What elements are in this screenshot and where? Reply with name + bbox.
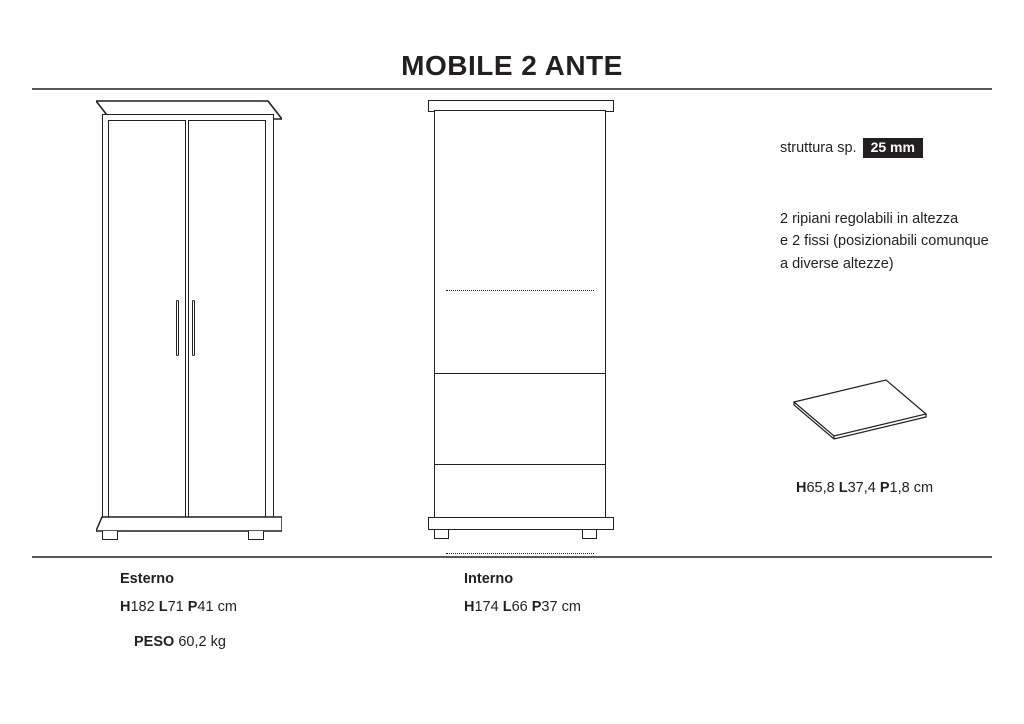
cabinet-foot-left xyxy=(102,531,118,540)
exterior-caption-title: Esterno xyxy=(120,571,174,587)
adjustable-shelf-upper xyxy=(446,290,594,291)
interior-cabinet-drawing xyxy=(420,100,620,550)
shelf-dim-p-label: P xyxy=(879,480,890,496)
fixed-shelf-upper xyxy=(435,373,605,374)
shelf-dimensions xyxy=(796,480,933,496)
exterior-dim-h-label: H xyxy=(120,598,131,615)
shelves-description xyxy=(780,208,1020,275)
cabinet-door-right xyxy=(188,120,266,523)
page-title: MOBILE 2 ANTE xyxy=(401,50,623,81)
adjustable-shelf-lower xyxy=(446,553,594,554)
shelf-dim-l-label: L xyxy=(838,480,848,496)
interior-foot-left xyxy=(434,530,449,539)
shelves-description-line-1: 2 ripiani regolabili in altezza xyxy=(780,211,959,227)
cabinet-door-left xyxy=(108,120,186,523)
interior-dim-h-value: 174 xyxy=(474,598,503,615)
interior-caption-title: Interno xyxy=(464,571,514,587)
exterior-caption xyxy=(120,566,237,657)
divider-bottom xyxy=(32,556,992,558)
structure-thickness-note xyxy=(780,138,1010,158)
shelf-dim-h-value: 65,8 xyxy=(806,480,839,496)
exterior-dim-p-value: 41 cm xyxy=(197,598,237,615)
interior-dim-h-label: H xyxy=(464,598,475,615)
interior-foot-right xyxy=(582,530,597,539)
shelves-description-line-2: e 2 fissi (posizionabili comunque xyxy=(780,233,989,250)
interior-caption xyxy=(464,566,581,621)
weight-label: PESO xyxy=(134,634,175,651)
shelf-dim-l-value: 37,4 xyxy=(847,480,880,496)
door-handle-right-icon xyxy=(192,300,195,356)
interior-dim-p-label: P xyxy=(531,598,542,615)
interior-body xyxy=(434,110,606,529)
exterior-cabinet-drawing xyxy=(88,100,288,550)
shelf-dim-p-value: 1,8 cm xyxy=(889,480,934,496)
weight-value: 60,2 kg xyxy=(174,634,226,651)
shelf-panel-icon xyxy=(790,370,930,440)
exterior-dim-h-value: 182 xyxy=(130,598,159,615)
exterior-dim-p-label: P xyxy=(187,598,198,615)
shelves-description-line-3: a diverse altezze) xyxy=(780,255,894,272)
cabinet-foot-right xyxy=(248,531,264,540)
structure-label: struttura sp. xyxy=(780,140,857,157)
interior-dim-p-value: 37 cm xyxy=(541,598,581,615)
fixed-shelf-lower xyxy=(435,464,605,465)
door-handle-left-icon xyxy=(176,300,179,356)
interior-plinth xyxy=(428,517,614,530)
interior-dim-l-label: L xyxy=(502,598,512,615)
exterior-dim-l-value: 71 xyxy=(167,598,188,615)
divider-top xyxy=(32,88,992,90)
shelf-dim-h-label: H xyxy=(796,480,807,496)
interior-dim-l-value: 66 xyxy=(511,598,532,615)
exterior-dim-l-label: L xyxy=(158,598,168,615)
status-badge: 25 mm xyxy=(863,138,923,158)
